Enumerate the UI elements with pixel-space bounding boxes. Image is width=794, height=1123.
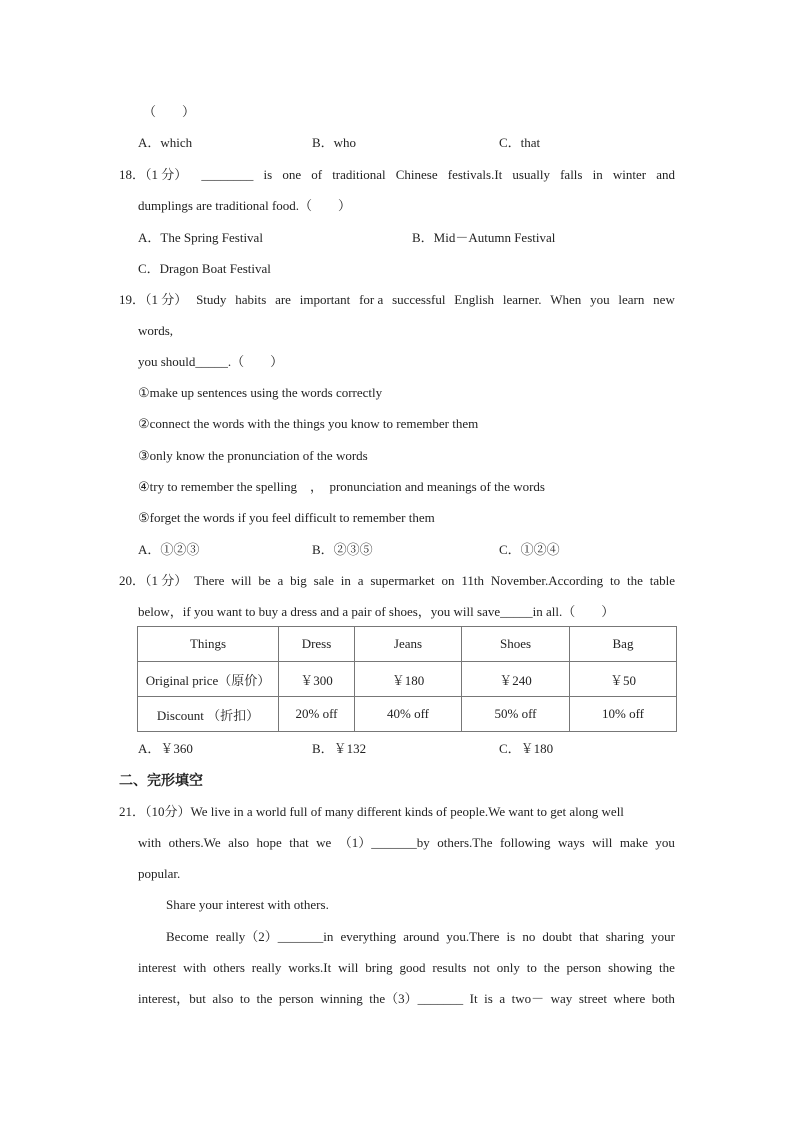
text-word: everything bbox=[340, 929, 397, 944]
text-word: be bbox=[258, 573, 271, 588]
text-word: others.We bbox=[168, 835, 221, 850]
text-word: results bbox=[432, 960, 467, 975]
text-word: to bbox=[239, 991, 250, 1006]
text-word: doubt bbox=[542, 929, 573, 944]
text-word: It bbox=[469, 991, 478, 1006]
text-word: sharing bbox=[605, 929, 644, 944]
q19-line1 bbox=[119, 291, 675, 309]
text-word: street bbox=[578, 991, 607, 1006]
text-word: learner. bbox=[502, 292, 542, 307]
text-word: on bbox=[441, 573, 455, 588]
q21-line1: 21．（10分）We live in a world full of many different kinds of people.We want to get along well bbox=[119, 804, 624, 819]
text-word: good bbox=[399, 960, 426, 975]
q17-answer-paren: （ ） bbox=[143, 104, 196, 119]
text-word: habits bbox=[235, 292, 267, 307]
table-header-cell: Jeans bbox=[355, 627, 462, 662]
q21-para-line2 bbox=[138, 959, 675, 977]
q19-option-b: B．②③⑤ bbox=[312, 542, 373, 557]
text-word: winter bbox=[612, 167, 647, 182]
text-word: will bbox=[231, 573, 252, 588]
text-word: new bbox=[653, 292, 675, 307]
q19-option-c: C．①②④ bbox=[499, 542, 560, 557]
text-word: When bbox=[550, 292, 582, 307]
table-cell: Discount （折扣） bbox=[138, 697, 279, 732]
text-word: the bbox=[543, 960, 560, 975]
text-word: table bbox=[649, 573, 675, 588]
q17-option-c: C．that bbox=[499, 135, 541, 150]
q21-para-line1 bbox=[166, 928, 675, 946]
table-header-cell: Dress bbox=[279, 627, 355, 662]
q20-line1 bbox=[119, 572, 675, 590]
text-word: others bbox=[213, 960, 245, 975]
text-word: winning bbox=[320, 991, 363, 1006]
table-cell: 40% off bbox=[355, 697, 462, 732]
text-word: a bbox=[499, 991, 506, 1006]
text-word: in bbox=[592, 167, 603, 182]
text-word: interest，but bbox=[138, 991, 206, 1006]
text-word: falls bbox=[560, 167, 583, 182]
text-word: is bbox=[506, 929, 516, 944]
q19-item-2: ②connect the words with the things you know to remember them bbox=[138, 416, 479, 431]
text-word: you bbox=[590, 292, 610, 307]
text-word: interest bbox=[138, 960, 177, 975]
text-word: others.The bbox=[437, 835, 493, 850]
table-cell: ￥180 bbox=[355, 662, 462, 697]
text-word: showing bbox=[608, 960, 653, 975]
text-word: really bbox=[251, 960, 282, 975]
table-cell: 50% off bbox=[462, 697, 570, 732]
text-word: also bbox=[228, 835, 250, 850]
text-word: bring bbox=[365, 960, 393, 975]
text-word: way bbox=[550, 991, 573, 1006]
text-word: the（3）_______ bbox=[369, 991, 464, 1006]
text-word: with bbox=[138, 835, 162, 850]
q21-heading: Share your interest with others. bbox=[166, 897, 329, 912]
table-cell: ￥50 bbox=[570, 662, 677, 697]
q19-item-5: ⑤forget the words if you feel difficult to remember them bbox=[138, 510, 435, 525]
text-word: make bbox=[619, 835, 648, 850]
q20-option-c: C．￥180 bbox=[499, 741, 554, 756]
text-word: Study bbox=[196, 292, 227, 307]
q20-number: 20．（1 分） bbox=[119, 573, 188, 588]
text-word: person bbox=[566, 960, 602, 975]
q18-blank: ________ bbox=[201, 167, 254, 182]
text-word: only bbox=[496, 960, 520, 975]
section-title: 二、完形填空 bbox=[119, 773, 203, 789]
price-table bbox=[137, 626, 677, 732]
table-row bbox=[138, 697, 677, 732]
q20-option-b: B．￥132 bbox=[312, 741, 367, 756]
text-word: that bbox=[289, 835, 309, 850]
q18-option-a: A．The Spring Festival bbox=[138, 230, 263, 245]
text-word: There bbox=[194, 573, 225, 588]
text-word: important bbox=[299, 292, 351, 307]
text-word: successful bbox=[392, 292, 446, 307]
text-word: you bbox=[655, 835, 675, 850]
q19-item-3: ③only know the pronunciation of the words bbox=[138, 448, 368, 463]
text-word: Become bbox=[166, 929, 209, 944]
text-word: sale bbox=[313, 573, 334, 588]
q17-option-b: B．who bbox=[312, 135, 357, 150]
text-word: not bbox=[473, 960, 490, 975]
text-word: for a bbox=[359, 292, 384, 307]
q19-item-1: ①make up sentences using the words correctly bbox=[138, 385, 383, 400]
text-word: usually bbox=[512, 167, 550, 182]
q18-line1 bbox=[119, 166, 675, 184]
text-word: you.There bbox=[446, 929, 500, 944]
text-word: English bbox=[454, 292, 495, 307]
text-word: ways bbox=[557, 835, 585, 850]
text-word: really（2）_______in bbox=[215, 929, 334, 944]
text-word: is bbox=[484, 991, 493, 1006]
text-word: 11th bbox=[461, 573, 484, 588]
text-word: to bbox=[526, 960, 537, 975]
q19-item-4: ④try to remember the spelling ， pronunciation and meanings of the words bbox=[138, 479, 545, 494]
text-word: two－ bbox=[511, 991, 545, 1006]
text-word: to bbox=[609, 573, 621, 588]
table-cell: ￥300 bbox=[279, 662, 355, 697]
text-word: around bbox=[403, 929, 440, 944]
text-word: the bbox=[626, 573, 643, 588]
table-header-row bbox=[138, 627, 677, 662]
text-word: is bbox=[263, 167, 273, 182]
q19-option-a: A．①②③ bbox=[138, 542, 200, 557]
text-word: person bbox=[278, 991, 314, 1006]
text-word: big bbox=[290, 573, 307, 588]
q19-number: 19．（1 分） bbox=[119, 292, 188, 307]
text-word: that bbox=[579, 929, 599, 944]
text-word: following bbox=[499, 835, 551, 850]
table-cell: 20% off bbox=[279, 697, 355, 732]
text-word: will bbox=[592, 835, 613, 850]
text-word: supermarket bbox=[370, 573, 435, 588]
text-word: we bbox=[316, 835, 332, 850]
q21-line2 bbox=[138, 834, 675, 852]
q21-line3: popular. bbox=[138, 866, 181, 881]
text-word: a bbox=[277, 573, 284, 588]
text-word: in bbox=[340, 573, 351, 588]
text-word: Chinese bbox=[395, 167, 438, 182]
q18-number: 18．（1 分） bbox=[119, 167, 188, 182]
text-word: the bbox=[659, 960, 675, 975]
q21-para-line3 bbox=[138, 990, 675, 1008]
text-word: also bbox=[212, 991, 234, 1006]
text-word: one bbox=[282, 167, 302, 182]
text-word: will bbox=[338, 960, 359, 975]
table-row bbox=[138, 662, 677, 697]
table-cell: ￥240 bbox=[462, 662, 570, 697]
text-word: works.It bbox=[288, 960, 332, 975]
text-word: learn bbox=[618, 292, 645, 307]
q19-line3: you should_____.（ ） bbox=[138, 354, 284, 369]
text-word: both bbox=[651, 991, 675, 1006]
text-word: with bbox=[183, 960, 207, 975]
q20-option-a: A．￥360 bbox=[138, 741, 193, 756]
text-word: hope bbox=[256, 835, 282, 850]
text-word: no bbox=[522, 929, 536, 944]
text-word: traditional bbox=[332, 167, 386, 182]
text-word: where bbox=[613, 991, 646, 1006]
q18-line2: dumplings are traditional food.（ ） bbox=[138, 198, 352, 213]
table-header-cell: Bag bbox=[570, 627, 677, 662]
text-word: festivals.It bbox=[447, 167, 503, 182]
text-word: are bbox=[275, 292, 291, 307]
table-cell: Original price（原价） bbox=[138, 662, 279, 697]
table-header-cell: Things bbox=[138, 627, 279, 662]
q19-line2: words, bbox=[138, 323, 174, 338]
text-word: （1）_______by bbox=[338, 835, 430, 850]
text-word: the bbox=[256, 991, 273, 1006]
q20-line2: below，if you want to buy a dress and a pair of shoes，you will save_____in all.（ ） bbox=[138, 604, 615, 619]
text-word: November.According bbox=[490, 573, 604, 588]
table-header-cell: Shoes bbox=[462, 627, 570, 662]
text-word: a bbox=[357, 573, 364, 588]
q18-option-b: B．Mid－Autumn Festival bbox=[412, 230, 556, 245]
text-word: your bbox=[651, 929, 675, 944]
table-cell: 10% off bbox=[570, 697, 677, 732]
text-word: of bbox=[311, 167, 323, 182]
q18-option-c: C．Dragon Boat Festival bbox=[138, 261, 271, 276]
text-word: and bbox=[656, 167, 675, 182]
q17-option-a: A．which bbox=[138, 135, 193, 150]
